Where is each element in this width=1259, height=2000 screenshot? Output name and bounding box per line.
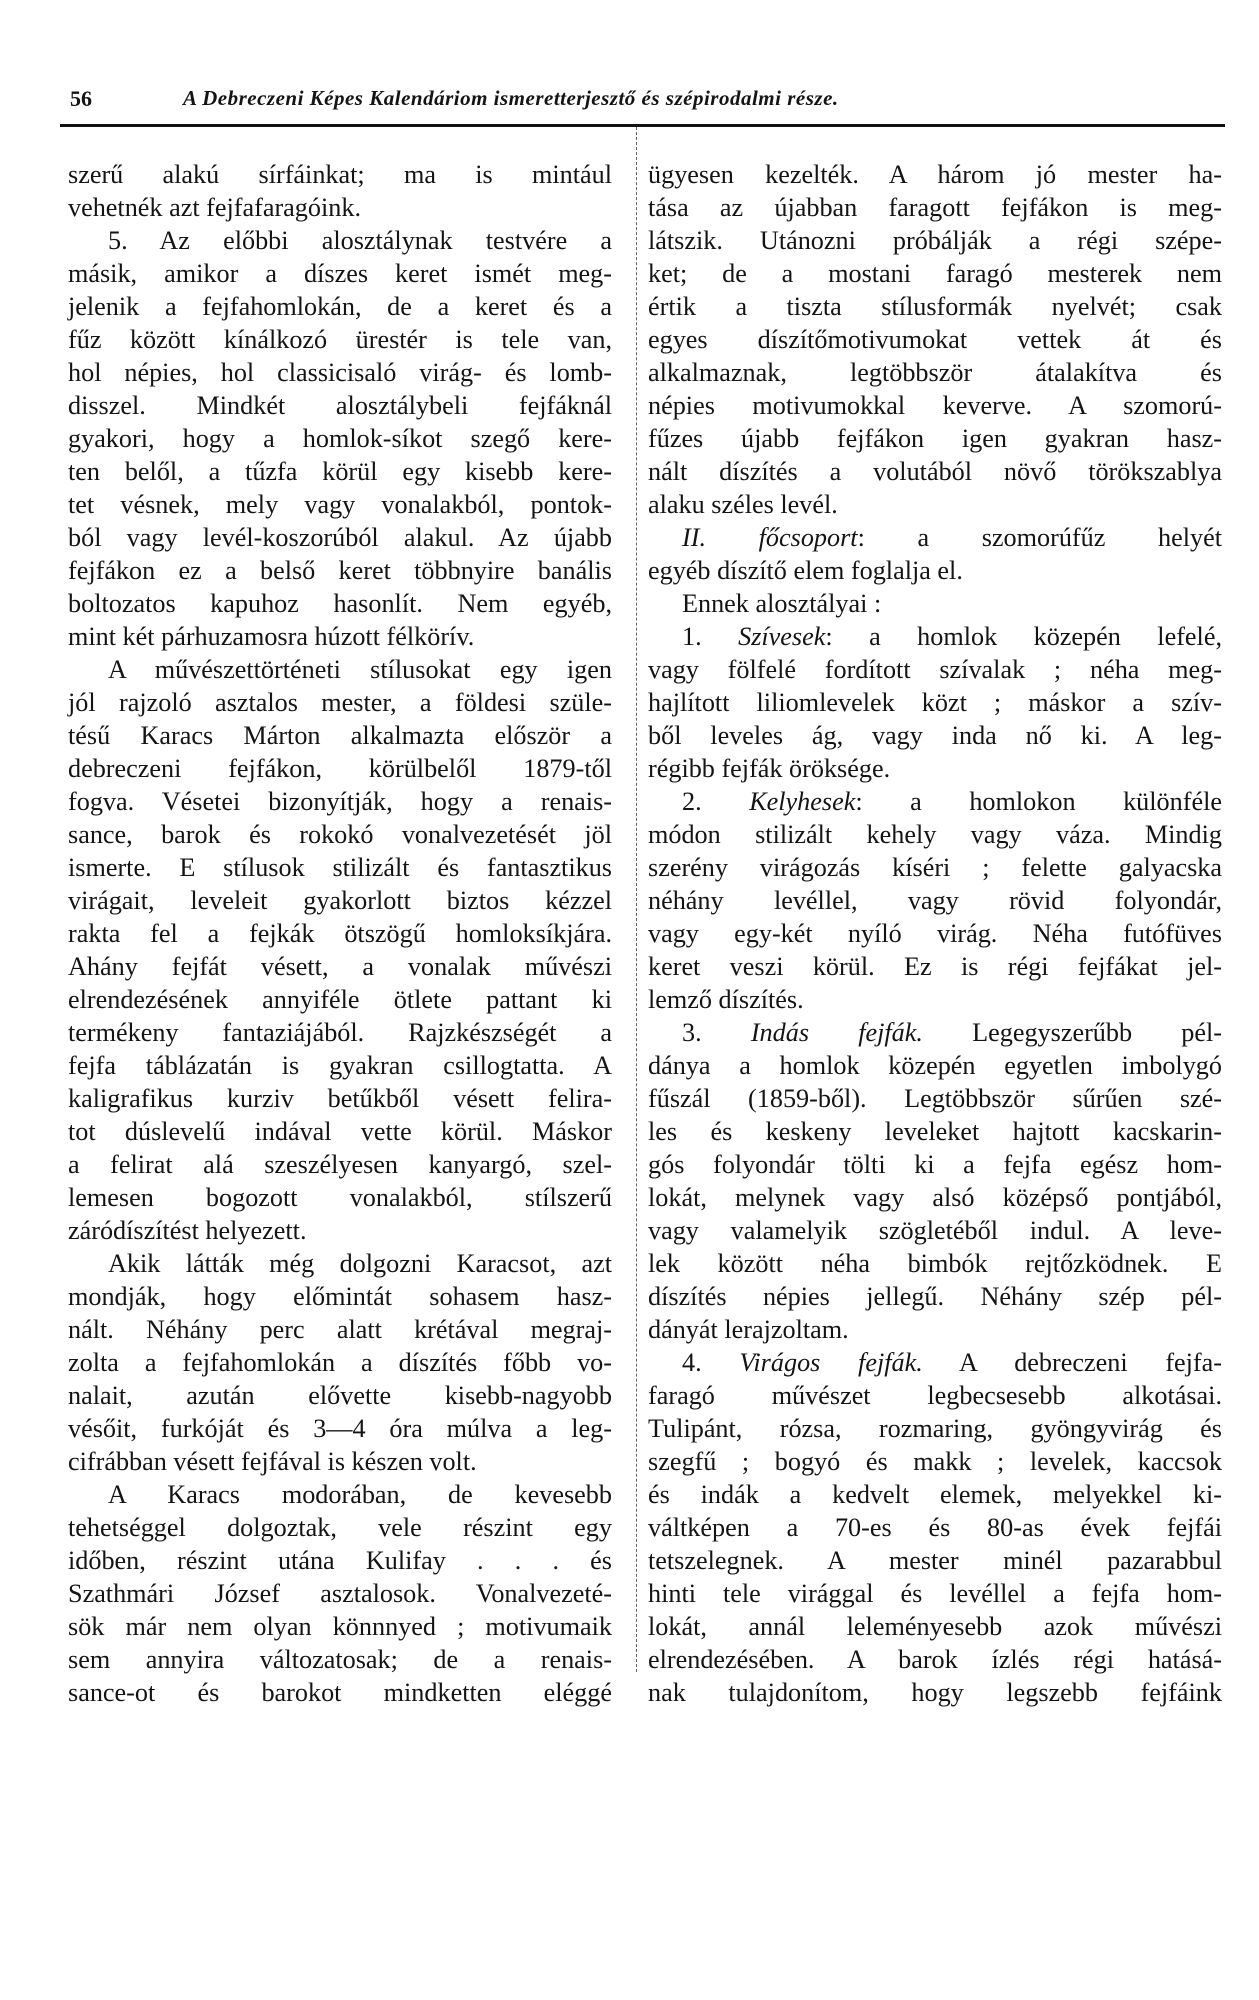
text-line: tot dúslevelű indával vette körül. Máskor	[68, 1117, 612, 1146]
text-line: néhány levéllel, vagy rövid folyondár,	[648, 886, 1222, 915]
text-line: fejfákon ez a belső keret többnyire banális	[68, 556, 612, 585]
text-line: ket; de a mostani faragó mesterek nem	[648, 259, 1222, 288]
text-line: jelenik a fejfahomlokán, de a keret és a	[68, 292, 612, 321]
left-column	[68, 158, 612, 1709]
text-line: fűzes újabb fejfákon igen gyakran hasz-	[648, 424, 1222, 453]
text-line	[648, 620, 1222, 653]
line-text: : a szomorúfűz helyét	[857, 523, 1222, 552]
column-divider	[636, 127, 637, 1672]
text-line: Ahány fejfát vésett, a vonalak művészi	[68, 952, 612, 981]
text-line: debreczeni fejfákon, körülbelől 1879-től	[68, 754, 612, 783]
text-line: tetszelegnek. A mester minél pazarabbul	[648, 1546, 1222, 1575]
text-line: fejfa táblázatán is gyakran csillogtatta. A	[68, 1051, 612, 1080]
text-line: értik a tiszta stílusformák nyelvét; csak	[648, 292, 1222, 321]
text-line: váltképen a 70-es és 80-as évek fejfái	[648, 1513, 1222, 1542]
text-line: elrendezésének annyiféle ötlete pattant ki	[68, 985, 612, 1014]
text-line: jól rajzoló asztalos mester, a földesi szüle-	[68, 688, 612, 717]
text-line: egyes díszítőmotivumokat vettek át és	[648, 325, 1222, 354]
text-line: sance-ot és barokot mindketten eléggé	[68, 1678, 612, 1707]
text-line: keret veszi körül. Ez is régi fejfákat jel-	[648, 952, 1222, 981]
italic-heading: II. főcsoport	[682, 523, 858, 552]
text-line: disszel. Mindkét alosztálybeli fejfáknál	[68, 391, 612, 420]
text-line: ügyesen kezelték. A három jó mester ha-	[648, 160, 1222, 189]
text-line: Akik látták még dolgozni Karacsot, azt	[108, 1249, 612, 1278]
text-line: hajlított liliomlevelek közt ; máskor a szív-	[648, 688, 1222, 717]
text-line: A Karacs modorában, de kevesebb	[108, 1480, 612, 1509]
text-line: Tulipánt, rózsa, rozmaring, gyöngyvirág és	[648, 1414, 1222, 1443]
text-line: tésű Karacs Márton alkalmazta először a	[68, 721, 612, 750]
text-line: fogva. Vésetei bizonyítják, hogy a renais-	[68, 787, 612, 816]
text-line: elrendezésében. A barok ízlés régi hatásá-	[648, 1645, 1222, 1674]
text-line: vagy valamelyik szögletéből indul. A leve-	[648, 1216, 1222, 1245]
text-line: ten belől, a tűzfa körül egy kisebb kere-	[68, 457, 612, 486]
text-line: alaku széles levél.	[648, 490, 838, 519]
text-line: mondják, hogy előmintát sohasem hasz-	[68, 1282, 612, 1311]
text-line: vagy fölfelé fordított szívalak ; néha meg-	[648, 655, 1222, 684]
list-number: 4.	[682, 1348, 740, 1377]
italic-heading: Szívesek	[738, 622, 826, 651]
text-line: A művészettörténeti stílusokat egy igen	[108, 655, 612, 684]
text-line	[648, 785, 1222, 818]
text-line: dánya a homlok közepén egyetlen imbolygó	[648, 1051, 1222, 1080]
text-line: gyakori, hogy a homlok-síkot szegő kere-	[68, 424, 612, 453]
text-line: tása az újabban faragott fejfákon is meg-	[648, 193, 1222, 222]
text-line: zolta a fejfahomlokán a díszítés főbb vo-	[68, 1348, 612, 1377]
text-line	[648, 521, 1222, 554]
text-line: lokát, annál leleményesebb azok művészi	[648, 1612, 1222, 1641]
text-line: hol népies, hol classicisaló virág- és lomb-	[68, 358, 612, 387]
line-text: : a homlokon különféle	[855, 787, 1222, 816]
text-line	[648, 1016, 1222, 1049]
text-line: lemző díszítés.	[648, 985, 804, 1014]
running-title: A Debreczeni Képes Kalendáriom ismeretterjesztő és szépirodalmi része.	[183, 86, 839, 110]
text-line: tehetséggel dolgoztak, vele részint egy	[68, 1513, 612, 1542]
text-line: les és keskeny leveleket hajtott kacskarin-	[648, 1117, 1222, 1146]
page-header	[60, 86, 1225, 116]
text-line: nak tulajdonítom, hogy legszebb fejfáink	[648, 1678, 1222, 1707]
line-text: Legegyszerűbb pél-	[922, 1018, 1222, 1047]
text-line: cifrábban vésett fejfával is készen volt.	[68, 1447, 477, 1476]
text-line: fűz között kínálkozó ürestér is tele van,	[68, 325, 612, 354]
text-line: nált. Néhány perc alatt krétával megraj-	[68, 1315, 612, 1344]
text-line: mint két párhuzamosra húzott félkörív.	[68, 622, 475, 651]
text-line: lek között néha bimbók rejtőzködnek. E	[648, 1249, 1222, 1278]
text-line: látszik. Utánozni próbálják a régi szépe-	[648, 226, 1222, 255]
text-line: időben, részint utána Kulifay . . . és	[68, 1546, 612, 1575]
text-line: lemesen bogozott vonalakból, stílszerű	[68, 1183, 612, 1212]
text-line: tet vésnek, mely vagy vonalakból, pontok-	[68, 490, 612, 519]
text-line: szerény virágozás kíséri ; felette galyacska	[648, 853, 1222, 882]
text-line: és indák a kedvelt elemek, melyekkel ki-	[648, 1480, 1222, 1509]
text-line: ből leveles ág, vagy inda nő ki. A leg-	[648, 721, 1222, 750]
right-column	[648, 158, 1222, 1709]
text-line: egyéb díszítő elem foglalja el.	[648, 556, 963, 585]
text-line: régibb fejfák öröksége.	[648, 754, 891, 783]
text-line: módon stilizált kehely vagy váza. Mindig	[648, 820, 1222, 849]
line-text: A debreczeni fejfa-	[922, 1348, 1222, 1377]
text-line: másik, amikor a díszes keret ismét meg-	[68, 259, 612, 288]
text-line: sance, barok és rokokó vonalvezetését jöl	[68, 820, 612, 849]
text-line: ismerte. E stílusok stilizált és fantasztikus	[68, 853, 612, 882]
text-line: díszítés népies jellegű. Néhány szép pél-	[648, 1282, 1222, 1311]
list-number: 2.	[682, 787, 750, 816]
text-line: faragó művészet legbecsesebb alkotásai.	[648, 1381, 1222, 1410]
text-line: fűszál (1859-ből). Legtöbbször sűrűen szé-	[648, 1084, 1222, 1113]
text-line: virágait, leveleit gyakorlott biztos kézzel	[68, 886, 612, 915]
text-line: népies motivumokkal keverve. A szomorú-	[648, 391, 1222, 420]
text-line: vagy egy-két nyíló virág. Néha futófüves	[648, 919, 1222, 948]
text-line: gós folyondár tölti ki a fejfa egész hom-	[648, 1150, 1222, 1179]
text-line: boltozatos kapuhoz hasonlít. Nem egyéb,	[68, 589, 612, 618]
text-line: ból vagy levél-koszorúból alakul. Az újabb	[68, 523, 612, 552]
text-line: vehetnék azt fejfafaragóink.	[68, 193, 361, 222]
text-line: nalait, azután elővette kisebb-nagyobb	[68, 1381, 612, 1410]
text-line: alkalmaznak, legtöbbször átalakítva és	[648, 358, 1222, 387]
list-number: 3.	[682, 1018, 751, 1047]
text-line: sem annyira változatosak; de a renais-	[68, 1645, 612, 1674]
text-line: kaligrafikus kurziv betűkből vésett felira-	[68, 1084, 612, 1113]
text-line: Ennek alosztályai :	[682, 589, 882, 618]
text-line: Szathmári József asztalosok. Vonalvezeté-	[68, 1579, 612, 1608]
italic-heading: Virágos fejfák.	[739, 1348, 923, 1377]
text-line: termékeny fantaziájából. Rajzkészségét a	[68, 1018, 612, 1047]
line-text: : a homlok közepén lefelé,	[825, 622, 1222, 651]
italic-heading: Indás fejfák.	[750, 1018, 923, 1047]
text-line: vésőit, furkóját és 3—4 óra múlva a leg-	[68, 1414, 612, 1443]
text-line: nált díszítés a volutából növő törökszablya	[648, 457, 1222, 486]
text-line: szegfű ; bogyó és makk ; levelek, kaccsok	[648, 1447, 1222, 1476]
text-line: rakta fel a fejkák ötszögű homloksíkjára.	[68, 919, 612, 948]
text-line: lokát, melynek vagy alsó középső pontjából,	[648, 1183, 1222, 1212]
italic-heading: Kelyhesek	[749, 787, 856, 816]
text-line: záródíszítést helyezett.	[68, 1216, 307, 1245]
page-number: 56	[70, 86, 92, 111]
list-number: 1.	[682, 622, 739, 651]
text-line: hinti tele virággal és levéllel a fejfa hom-	[648, 1579, 1222, 1608]
text-line	[648, 1346, 1222, 1379]
text-line: dányát lerajzoltam.	[648, 1315, 849, 1344]
text-line: 5. Az előbbi alosztálynak testvére a	[108, 226, 612, 255]
text-line: a felirat alá szeszélyesen kanyargó, szel-	[68, 1150, 612, 1179]
text-line: szerű alakú sírfáinkat; ma is mintául	[68, 160, 612, 189]
text-line: sök már nem olyan könnnyed ; motivumaik	[68, 1612, 612, 1641]
header-rule	[60, 124, 1225, 127]
